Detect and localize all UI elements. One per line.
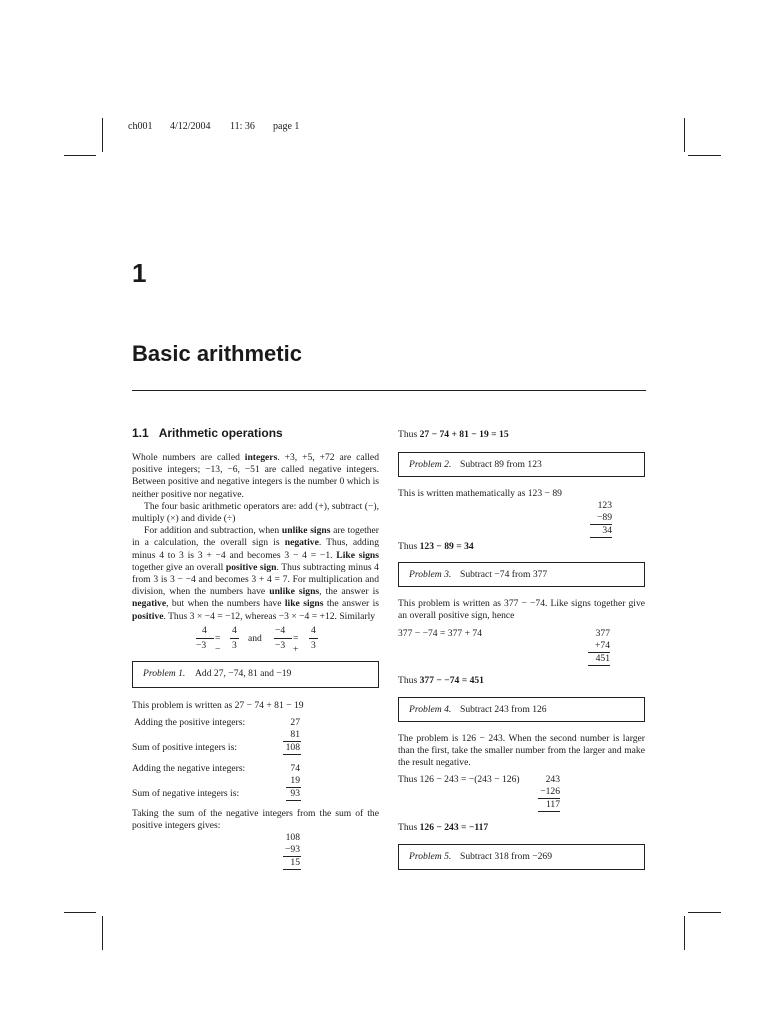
crop-mark bbox=[684, 916, 685, 950]
crop-mark bbox=[688, 155, 721, 156]
crop-mark bbox=[102, 118, 103, 152]
problem-label: Problem 4. bbox=[409, 704, 452, 715]
problem-5-box bbox=[398, 844, 645, 870]
paragraph: This is written mathematically as 123 − 89 bbox=[398, 488, 562, 499]
value: 451 bbox=[595, 653, 610, 664]
result-line: Thus 377 − −74 = 451 bbox=[398, 675, 484, 686]
value: 27 bbox=[290, 717, 300, 728]
value: 74 bbox=[290, 763, 300, 774]
sum-negative-label: Sum of negative integers is: bbox=[132, 788, 240, 799]
crop-mark bbox=[688, 912, 721, 913]
crop-mark bbox=[64, 912, 96, 913]
paragraph: The four basic arithmetic operators are: add (+), subtract (−), multiply (×) and divide (÷) bbox=[132, 500, 379, 525]
section-heading bbox=[132, 426, 283, 440]
paragraph: The problem is 126 − 243. When the second number is larger than the first, take the smaller number from the larger and make the result negative. bbox=[398, 733, 645, 769]
paragraph: Whole numbers are called integers. +3, +5, +72 are called positive integers; −13, −6, −51 are called negative integers. Between positive and negative integers is the number 0 which is neither positive nor negative. bbox=[132, 452, 379, 500]
paragraph: Taking the sum of the negative integers from the sum of the positive integers gives: bbox=[132, 808, 379, 832]
chapter-title: Basic arithmetic bbox=[132, 341, 302, 366]
intro-text bbox=[132, 452, 379, 623]
paragraph: For addition and subtraction, when unlike signs are together in a calculation, the overall sign is negative. Thus, adding minus 4 to 3 is 3 + −4 and becomes 3 − 4 = −1. Like signs together give an overall positive sign. Thus subtracting minus 4 from 3 is 3 − −4 and becomes 3 + 4 = 7. For multiplication and division, when the numbers have unlike signs, the answer is negative, but when the numbers have like signs the answer is positive. Thus 3 × −4 = −12, whereas −3 × −4 = +12. Similarly bbox=[132, 525, 379, 622]
section-number: 1.1 bbox=[132, 426, 149, 440]
value: 117 bbox=[545, 799, 560, 810]
header-page: page 1 bbox=[273, 121, 300, 132]
value: 19 bbox=[290, 775, 300, 786]
add-positive-label: Adding the positive integers: bbox=[134, 717, 246, 728]
section-title: Arithmetic operations bbox=[158, 426, 283, 440]
result-line: Thus 27 − 74 + 81 − 19 = 15 bbox=[398, 429, 509, 440]
problem-text: Subtract −74 from 377 bbox=[460, 569, 548, 580]
value: −126 bbox=[540, 786, 560, 797]
problem-text: Subtract 243 from 126 bbox=[460, 704, 547, 715]
result-line: Thus 126 − 243 = −117 bbox=[398, 822, 489, 833]
problem-2-box bbox=[398, 452, 645, 477]
header-file: ch001 bbox=[128, 121, 153, 132]
crop-mark bbox=[684, 118, 685, 152]
problem-text: Subtract 318 from −269 bbox=[460, 851, 553, 862]
value: 377 bbox=[595, 628, 610, 639]
problem-4-box bbox=[398, 697, 645, 722]
value: 108 bbox=[285, 832, 300, 843]
value: −93 bbox=[284, 844, 300, 855]
problem-label: Problem 3. bbox=[409, 569, 452, 580]
chapter-rule bbox=[132, 390, 646, 391]
add-negative-label: Adding the negative integers: bbox=[132, 763, 246, 774]
crop-mark bbox=[64, 155, 96, 156]
problem-label: Problem 1. bbox=[143, 668, 186, 679]
equation: 377 − −74 = 377 + 74 bbox=[398, 628, 483, 639]
problem-1-box bbox=[132, 661, 379, 688]
problem-3-box bbox=[398, 562, 645, 587]
value: 123 bbox=[597, 500, 612, 511]
result-line: Thus 123 − 89 = 34 bbox=[398, 541, 474, 552]
problem-label: Problem 2. bbox=[409, 459, 452, 470]
value: 15 bbox=[290, 857, 300, 868]
value: 108 bbox=[285, 742, 300, 753]
problem-1-statement: This problem is written as 27 − 74 + 81 − 19 bbox=[132, 700, 304, 711]
header-time: 11: 36 bbox=[230, 121, 255, 132]
problem-label: Problem 5. bbox=[409, 851, 452, 862]
problem-text: Subtract 89 from 123 bbox=[460, 459, 542, 470]
value: 34 bbox=[602, 525, 612, 536]
value: −89 bbox=[596, 512, 612, 523]
value: +74 bbox=[594, 640, 610, 651]
value: 243 bbox=[545, 774, 560, 785]
header-date: 4/12/2004 bbox=[170, 121, 211, 132]
problem-text: Add 27, −74, 81 and −19 bbox=[195, 668, 292, 679]
value: 93 bbox=[290, 788, 300, 799]
paragraph: This problem is written as 377 − −74. Like signs together give an overall positive sign, hence bbox=[398, 598, 645, 622]
chapter-number: 1 bbox=[132, 258, 147, 288]
sum-positive-label: Sum of positive integers is: bbox=[132, 742, 237, 753]
equation: Thus 126 − 243 = −(243 − 126) bbox=[398, 774, 520, 785]
value: 81 bbox=[290, 729, 300, 740]
crop-mark bbox=[102, 916, 103, 950]
